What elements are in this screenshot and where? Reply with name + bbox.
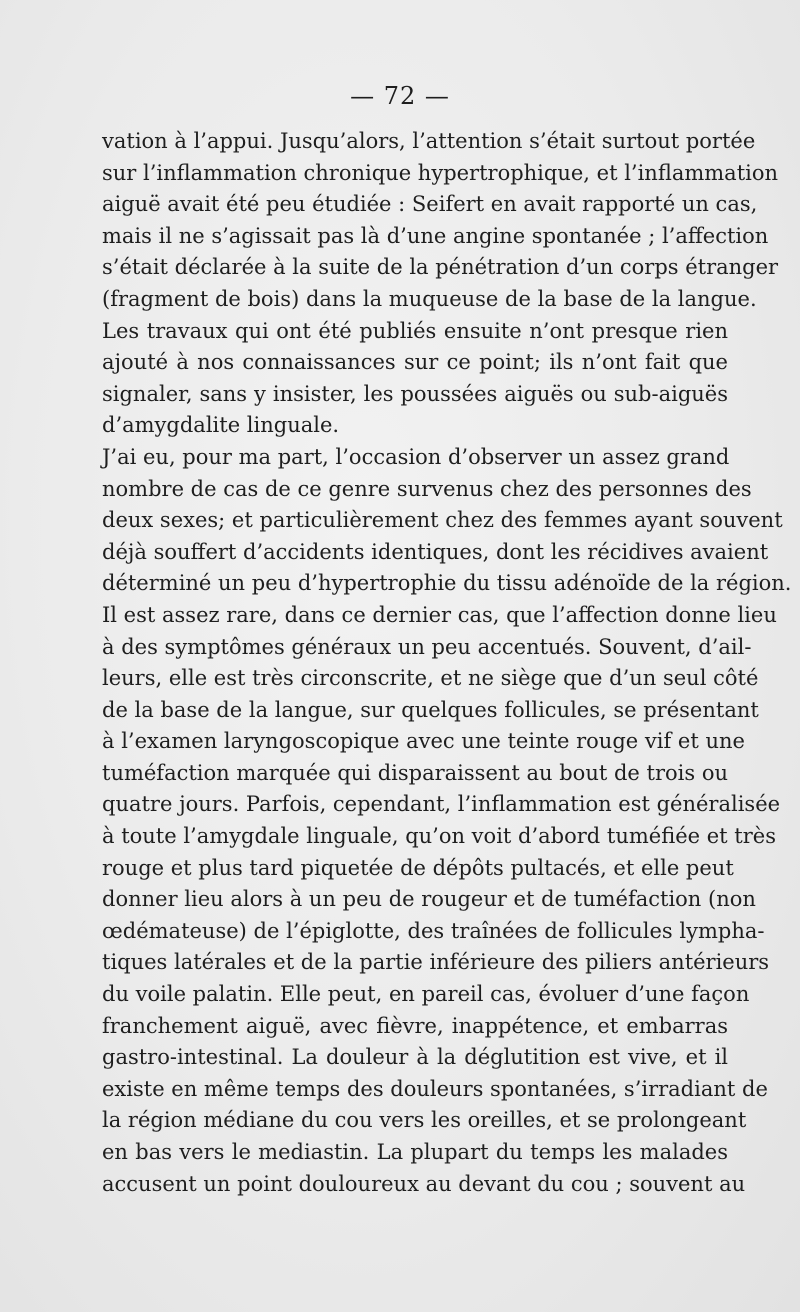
body-text xyxy=(102,126,792,1200)
text-line: franchement aiguë, avec fièvre, inappétence, et embarras xyxy=(102,1013,728,1038)
text-line: gastro-intestinal. La douleur à la déglutition est vive, et il xyxy=(102,1045,728,1070)
text-line: aiguë avait été peu étudiée : Seifert en avait rapporté un cas, xyxy=(102,192,758,217)
text-line: donner lieu alors à un peu de rougeur et de tuméfaction (non xyxy=(102,887,756,912)
text-line: de la base de la langue, sur quelques follicules, se présentant xyxy=(102,697,759,722)
text-line: à des symptômes généraux un peu accentués. Souvent, d’ail- xyxy=(102,634,752,659)
text-line: mais il ne s’agissait pas là d’une angine spontanée ; l’affection xyxy=(102,223,769,248)
text-line: vation à l’appui. Jusqu’alors, l’attention s’était surtout portée xyxy=(102,129,756,153)
text-line: quatre jours. Parfois, cependant, l’inflammation est généralisée xyxy=(102,792,781,817)
text-line: J’ai eu, pour ma part, l’occasion d’observer un assez grand xyxy=(102,444,730,469)
text-line: à toute l’amygdale linguale, qu’on voit d’abord tuméfiée et très xyxy=(102,824,776,849)
text-line: Il est assez rare, dans ce dernier cas, que l’affection donne lieu xyxy=(102,602,777,627)
text-line: rouge et plus tard piquetée de dépôts pultacés, et elle peut xyxy=(102,855,734,880)
text-line: accusent un point douloureux au devant du cou ; souvent au xyxy=(102,1171,746,1196)
text-line: existe en même temps des douleurs spontanées, s’irradiant de xyxy=(102,1076,768,1101)
text-line: déjà souffert d’accidents identiques, dont les récidives avaient xyxy=(102,539,769,564)
text-line: du voile palatin. Elle peut, en pareil cas, évoluer d’une façon xyxy=(102,982,750,1007)
text-line: œdémateuse) de l’épiglotte, des traînées de follicules lympha- xyxy=(102,918,765,943)
text-line: signaler, sans y insister, les poussées aiguës ou sub-aiguës xyxy=(102,381,728,406)
paragraph-end-line: d’amygdalite linguale. xyxy=(102,413,340,438)
text-line: tiques latérales et de la partie inférieure des piliers antérieurs xyxy=(102,950,770,975)
text-line: en bas vers le mediastin. La plupart du temps les malades xyxy=(102,1140,728,1164)
text-line: (fragment de bois) dans la muqueuse de la base de la langue. xyxy=(102,286,757,311)
text-line: déterminé un peu d’hypertrophie du tissu adénoïde de la région. xyxy=(102,571,792,596)
text-line: sur l’inflammation chronique hypertrophique, et l’inflammation xyxy=(102,160,779,185)
text-line: la région médiane du cou vers les oreilles, et se prolongeant xyxy=(102,1108,747,1133)
text-line: s’était déclarée à la suite de la pénétration d’un corps étranger xyxy=(102,255,779,280)
text-line: nombre de cas de ce genre survenus chez des personnes des xyxy=(102,476,752,501)
text-line: deux sexes; et particulièrement chez des femmes ayant souvent xyxy=(102,508,783,533)
text-line: leurs, elle est très circonscrite, et ne siège que d’un seul côté xyxy=(102,666,759,691)
text-line: ajouté à nos connaissances sur ce point; ils n’ont fait que xyxy=(102,350,728,375)
text-line: tuméfaction marquée qui disparaissent au bout de trois ou xyxy=(102,760,728,785)
text-line: Les travaux qui ont été publiés ensuite n’ont presque rien xyxy=(102,318,728,343)
text-line: à l’examen laryngoscopique avec une teinte rouge vif et une xyxy=(102,729,745,754)
page-number: — 72 — xyxy=(350,82,450,110)
